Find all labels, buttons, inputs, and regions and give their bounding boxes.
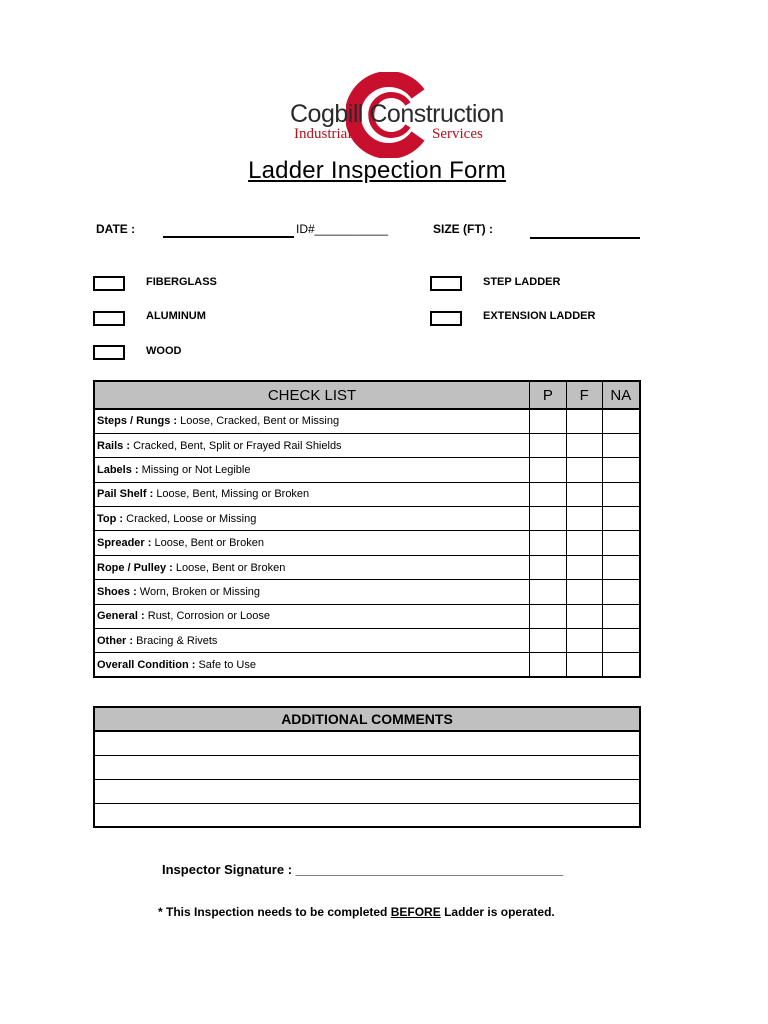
checklist-row: [94, 604, 640, 628]
checklist-row: [94, 433, 640, 457]
checklist-item: [94, 580, 530, 604]
fail-check-cell[interactable]: [566, 458, 602, 482]
checklist-row: [94, 507, 640, 531]
na-check-cell[interactable]: [602, 604, 640, 628]
pass-check-cell[interactable]: [530, 653, 567, 677]
pass-check-cell[interactable]: [530, 409, 567, 433]
comment-row: [94, 755, 640, 779]
step-ladder-label: STEP LADDER: [483, 276, 561, 288]
checklist-item-text: Worn, Broken or Missing: [139, 585, 261, 598]
checklist-item-text: Loose, Bent or Broken: [175, 561, 286, 574]
comment-line[interactable]: [94, 779, 640, 803]
logo-company-name: Cogbill Construction: [290, 100, 504, 128]
pass-check-cell[interactable]: [530, 507, 567, 531]
checklist-item-text: Cracked, Loose or Missing: [126, 512, 257, 525]
checklist-table: [93, 380, 641, 678]
checklist-row: [94, 653, 640, 677]
na-check-cell[interactable]: [602, 433, 640, 457]
note-text-after: Ladder is operated.: [440, 905, 555, 919]
comments-header-row: [94, 707, 640, 731]
checklist-item-text: Missing or Not Legible: [141, 463, 251, 476]
extension-ladder-checkbox[interactable]: [430, 311, 462, 326]
checklist-item-label: Top :: [97, 512, 124, 525]
fail-check-cell[interactable]: [566, 580, 602, 604]
fiberglass-checkbox[interactable]: [93, 276, 125, 291]
checklist-title: CHECK LIST: [94, 381, 530, 409]
fail-check-cell[interactable]: [566, 604, 602, 628]
checklist-row: [94, 629, 640, 653]
page-title: Ladder Inspection Form: [248, 157, 506, 184]
checklist-item-label: Other :: [97, 634, 134, 647]
na-check-cell[interactable]: [602, 555, 640, 579]
note-emphasis: BEFORE: [390, 905, 441, 919]
na-check-cell[interactable]: [602, 482, 640, 506]
logo-industrial: Industrial: [294, 126, 352, 142]
size-label: SIZE (FT) :: [433, 222, 493, 236]
comments-table: [93, 706, 641, 828]
checklist-item: [94, 482, 530, 506]
checklist-item: [94, 458, 530, 482]
checklist-row: [94, 531, 640, 555]
na-check-cell[interactable]: [602, 653, 640, 677]
checklist-item: [94, 653, 530, 677]
fail-check-cell[interactable]: [566, 433, 602, 457]
checklist-item-label: Rope / Pulley :: [97, 561, 173, 574]
pass-check-cell[interactable]: [530, 433, 567, 457]
pass-check-cell[interactable]: [530, 531, 567, 555]
comment-row: [94, 779, 640, 803]
fail-check-cell[interactable]: [566, 507, 602, 531]
comment-row: [94, 731, 640, 755]
pass-check-cell[interactable]: [530, 604, 567, 628]
date-field-line[interactable]: [163, 236, 294, 238]
pass-check-cell[interactable]: [530, 580, 567, 604]
checklist-row: [94, 580, 640, 604]
wood-label: WOOD: [146, 345, 182, 357]
checklist-item-text: Safe to Use: [198, 658, 256, 671]
checklist-item-label: Pail Shelf :: [97, 488, 154, 501]
fail-check-cell[interactable]: [566, 531, 602, 555]
checklist-item-text: Cracked, Bent, Split or Frayed Rail Shields: [133, 439, 342, 452]
na-check-cell[interactable]: [602, 580, 640, 604]
checklist-item-text: Loose, Bent or Broken: [154, 537, 264, 550]
checklist-item-text: Bracing & Rivets: [136, 634, 218, 647]
logo-services: Services: [432, 126, 483, 142]
size-field-line[interactable]: [530, 237, 640, 239]
checklist-item: [94, 555, 530, 579]
step-ladder-checkbox[interactable]: [430, 276, 462, 291]
pass-check-cell[interactable]: [530, 555, 567, 579]
comment-row: [94, 803, 640, 827]
fiberglass-label: FIBERGLASS: [146, 276, 217, 288]
note-text-before: * This Inspection needs to be completed: [158, 905, 391, 919]
extension-ladder-label: EXTENSION LADDER: [483, 310, 596, 322]
checklist-item-text: Loose, Bent, Missing or Broken: [156, 488, 310, 501]
fail-check-cell[interactable]: [566, 482, 602, 506]
checklist-item: [94, 433, 530, 457]
checklist-row: [94, 482, 640, 506]
checklist-item: [94, 604, 530, 628]
checklist-row: [94, 409, 640, 433]
aluminum-label: ALUMINUM: [146, 310, 206, 322]
checklist-item: [94, 531, 530, 555]
completion-note: [158, 905, 555, 919]
na-check-cell[interactable]: [602, 507, 640, 531]
company-logo: [288, 72, 504, 162]
pass-column-header: P: [530, 381, 567, 409]
na-check-cell[interactable]: [602, 458, 640, 482]
wood-checkbox[interactable]: [93, 345, 125, 360]
checklist-item-label: Shoes :: [97, 585, 137, 598]
fail-check-cell[interactable]: [566, 555, 602, 579]
na-check-cell[interactable]: [602, 531, 640, 555]
checklist-row: [94, 555, 640, 579]
date-label: DATE :: [96, 222, 136, 236]
checklist-item-label: Overall Condition :: [97, 658, 196, 671]
na-check-cell[interactable]: [602, 409, 640, 433]
id-label[interactable]: ID#___________: [296, 222, 389, 236]
pass-check-cell[interactable]: [530, 482, 567, 506]
checklist-item-text: Rust, Corrosion or Loose: [147, 610, 271, 623]
checklist-item-label: Rails :: [97, 439, 131, 452]
fail-check-cell[interactable]: [566, 629, 602, 653]
comment-line[interactable]: [94, 803, 640, 827]
inspector-signature-line[interactable]: Inspector Signature : _____________________________________: [162, 862, 564, 877]
na-check-cell[interactable]: [602, 629, 640, 653]
comments-title: ADDITIONAL COMMENTS: [94, 707, 640, 731]
checklist-row: [94, 458, 640, 482]
checklist-item-label: Spreader :: [97, 537, 152, 550]
comment-line[interactable]: [94, 755, 640, 779]
na-column-header: NA: [602, 381, 640, 409]
checklist-item-label: Labels :: [97, 463, 139, 476]
checklist-item-label: General :: [97, 610, 145, 623]
fail-check-cell[interactable]: [566, 653, 602, 677]
fail-check-cell[interactable]: [566, 409, 602, 433]
pass-check-cell[interactable]: [530, 629, 567, 653]
checklist-header-row: [94, 381, 640, 409]
checklist-item: [94, 409, 530, 433]
checklist-item-text: Loose, Cracked, Bent or Missing: [180, 415, 340, 428]
aluminum-checkbox[interactable]: [93, 311, 125, 326]
comment-line[interactable]: [94, 731, 640, 755]
checklist-item: [94, 507, 530, 531]
checklist-item: [94, 629, 530, 653]
fail-column-header: F: [566, 381, 602, 409]
checklist-item-label: Steps / Rungs :: [97, 415, 178, 428]
pass-check-cell[interactable]: [530, 458, 567, 482]
